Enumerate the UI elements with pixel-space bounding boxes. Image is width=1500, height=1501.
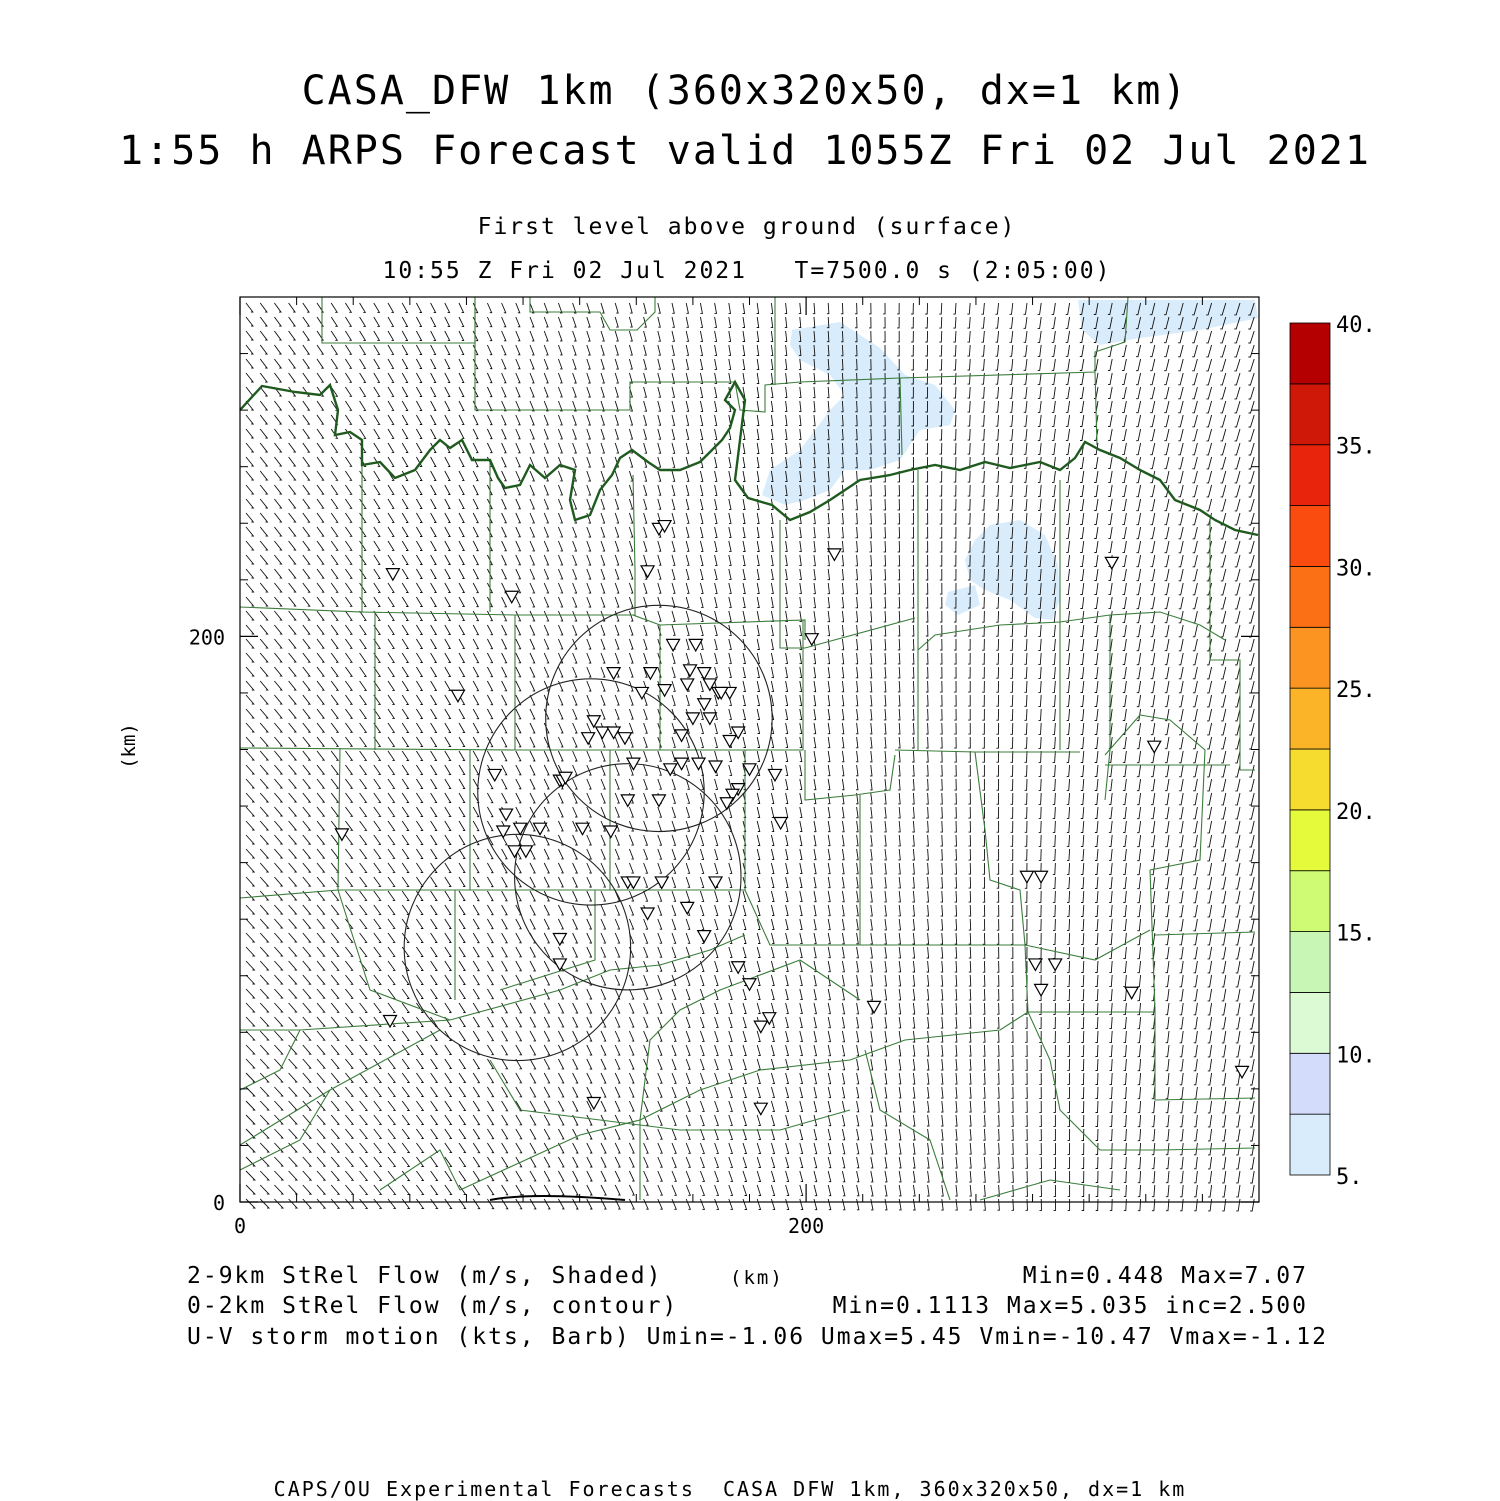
station-marker: [768, 769, 781, 781]
station-marker: [709, 877, 722, 889]
station-marker: [1148, 741, 1161, 753]
station-marker: [655, 877, 668, 889]
station-marker: [1049, 959, 1062, 971]
station-marker: [1236, 1066, 1249, 1078]
colorbar-label: 30.: [1336, 556, 1376, 582]
station-marker: [703, 713, 716, 725]
station-marker: [1035, 984, 1048, 996]
county-line: [240, 463, 362, 612]
station-marker: [667, 639, 680, 651]
y-axis-label: (km): [118, 723, 140, 769]
station-marker: [335, 829, 348, 841]
station-marker: [754, 1103, 767, 1115]
shaded-region: [762, 322, 955, 505]
station-marker: [828, 549, 841, 561]
y-tick-label: 0: [212, 1191, 225, 1215]
station-marker: [587, 1098, 600, 1110]
county-line: [240, 1090, 330, 1170]
station-marker: [534, 823, 547, 835]
legend-line3: U-V storm motion (kts, Barb) Umin=-1.06 Umax=5.45 Vmin=-10.47 Vmax=-1.12: [187, 1324, 1328, 1350]
county-line: [1028, 1012, 1255, 1150]
colorbar-segment: [1290, 384, 1330, 445]
station-marker: [698, 668, 711, 680]
county-line: [1110, 612, 1225, 640]
contour-ring: [478, 679, 704, 905]
station-marker: [553, 959, 566, 971]
colorbar-segment: [1290, 506, 1330, 567]
legend-line1-right: Min=0.448 Max=7.07: [1022, 1263, 1308, 1289]
station-marker: [386, 569, 399, 581]
station-marker: [681, 902, 694, 914]
station-marker: [500, 809, 513, 821]
station-marker: [723, 736, 736, 748]
legend-x-unit: (km): [730, 1267, 784, 1289]
station-marker: [686, 713, 699, 725]
station-marker: [1035, 871, 1048, 883]
county-line: [240, 1030, 300, 1090]
station-marker: [675, 730, 688, 742]
colorbar-segment: [1290, 323, 1330, 384]
colorbar-segment: [1290, 871, 1330, 932]
county-line: [1025, 930, 1150, 960]
legend-line1-left: 2-9km StRel Flow (m/s, Shaded): [187, 1263, 663, 1289]
county-line: [380, 1150, 460, 1190]
county-line: [975, 752, 1025, 945]
legend-line2-left: 0-2km StRel Flow (m/s, contour): [187, 1293, 679, 1319]
county-line: [338, 750, 470, 890]
station-marker: [582, 733, 595, 745]
county-line: [918, 615, 1110, 650]
county-line: [460, 1120, 640, 1190]
county-line: [895, 750, 1080, 752]
station-marker: [743, 979, 756, 991]
chart-title-line2: 1:55 h ARPS Forecast valid 1055Z Fri 02 Jul 2021: [119, 128, 1371, 174]
station-marker: [488, 769, 501, 781]
station-marker: [641, 566, 654, 578]
chart-subtitle-time: 10:55 Z Fri 02 Jul 2021 T=7500.0 s (2:05:00): [382, 258, 1112, 284]
county-line: [1025, 945, 1155, 1012]
colorbar-segment: [1290, 445, 1330, 506]
station-marker: [1125, 987, 1138, 999]
colorbar-segment: [1290, 749, 1330, 810]
county-line: [640, 1012, 1028, 1200]
station-marker: [576, 823, 589, 835]
colorbar-segment: [1290, 932, 1330, 993]
station-marker: [596, 727, 609, 739]
station-marker: [868, 1001, 881, 1013]
station-marker: [641, 908, 654, 920]
station-marker: [684, 665, 697, 677]
colorbar-segment: [1290, 688, 1330, 749]
x-tick-label: 0: [233, 1214, 247, 1238]
chart-subtitle-level: First level above ground (surface): [477, 214, 1017, 240]
station-marker: [1105, 557, 1118, 569]
county-line: [1105, 615, 1110, 800]
colorbar: [1290, 313, 1376, 1190]
station-marker: [709, 761, 722, 773]
colorbar-segment: [1290, 992, 1330, 1053]
colorbar-segment: [1290, 1053, 1330, 1114]
footer-credit: CAPS/OU Experimental Forecasts CASA DFW 1km, 360x320x50, dx=1 km: [273, 1477, 1187, 1501]
colorbar-label: 15.: [1336, 921, 1376, 947]
contour-segment: [490, 1196, 625, 1200]
station-marker: [587, 716, 600, 728]
colorbar-segment: [1290, 810, 1330, 871]
storm-motion-barb-field: [246, 303, 1254, 1211]
station-marker: [689, 639, 702, 651]
station-marker: [1029, 959, 1042, 971]
station-marker: [698, 931, 711, 943]
county-line: [240, 1030, 440, 1145]
station-marker: [519, 846, 532, 858]
colorbar-label: 5.: [1336, 1165, 1363, 1190]
station-marker: [681, 679, 694, 691]
station-marker: [805, 634, 818, 646]
county-line: [610, 750, 745, 890]
colorbar-segment: [1290, 566, 1330, 627]
colorbar-segment: [1290, 1114, 1330, 1175]
station-marker: [732, 962, 745, 974]
station-marker: [774, 818, 787, 830]
station-marker: [754, 1021, 767, 1033]
station-marker: [698, 699, 711, 711]
x-tick-label: 200: [788, 1214, 825, 1238]
legend-line2-right: Min=0.1113 Max=5.035 inc=2.500: [832, 1293, 1308, 1319]
colorbar-label: 10.: [1336, 1043, 1376, 1069]
county-line: [1210, 520, 1255, 770]
state-border-river: [240, 382, 1258, 535]
colorbar-label: 25.: [1336, 678, 1376, 704]
colorbar-label: 40.: [1336, 313, 1376, 338]
storm-motion-barbs: [246, 303, 1254, 1211]
station-marker: [553, 933, 566, 945]
county-line: [475, 297, 735, 410]
station-marker: [1020, 871, 1033, 883]
county-line: [980, 1180, 1120, 1200]
y-tick-label: 200: [188, 625, 225, 650]
station-marker: [451, 690, 464, 702]
shaded-region: [945, 585, 980, 615]
colorbar-label: 35.: [1336, 434, 1376, 460]
contour-ring: [404, 834, 630, 1060]
chart-title-line1: CASA_DFW 1km (360x320x50, dx=1 km): [301, 68, 1189, 114]
county-line: [362, 475, 635, 615]
colorbar-segment: [1290, 627, 1330, 688]
county-line: [490, 1060, 850, 1130]
station-marker: [692, 758, 705, 770]
station-marker: [652, 795, 665, 807]
shaded-flow-regions: [762, 300, 1258, 620]
county-line: [805, 750, 895, 800]
colorbar-label: 20.: [1336, 799, 1376, 825]
county-line: [322, 297, 475, 343]
county-line: [865, 1050, 950, 1200]
